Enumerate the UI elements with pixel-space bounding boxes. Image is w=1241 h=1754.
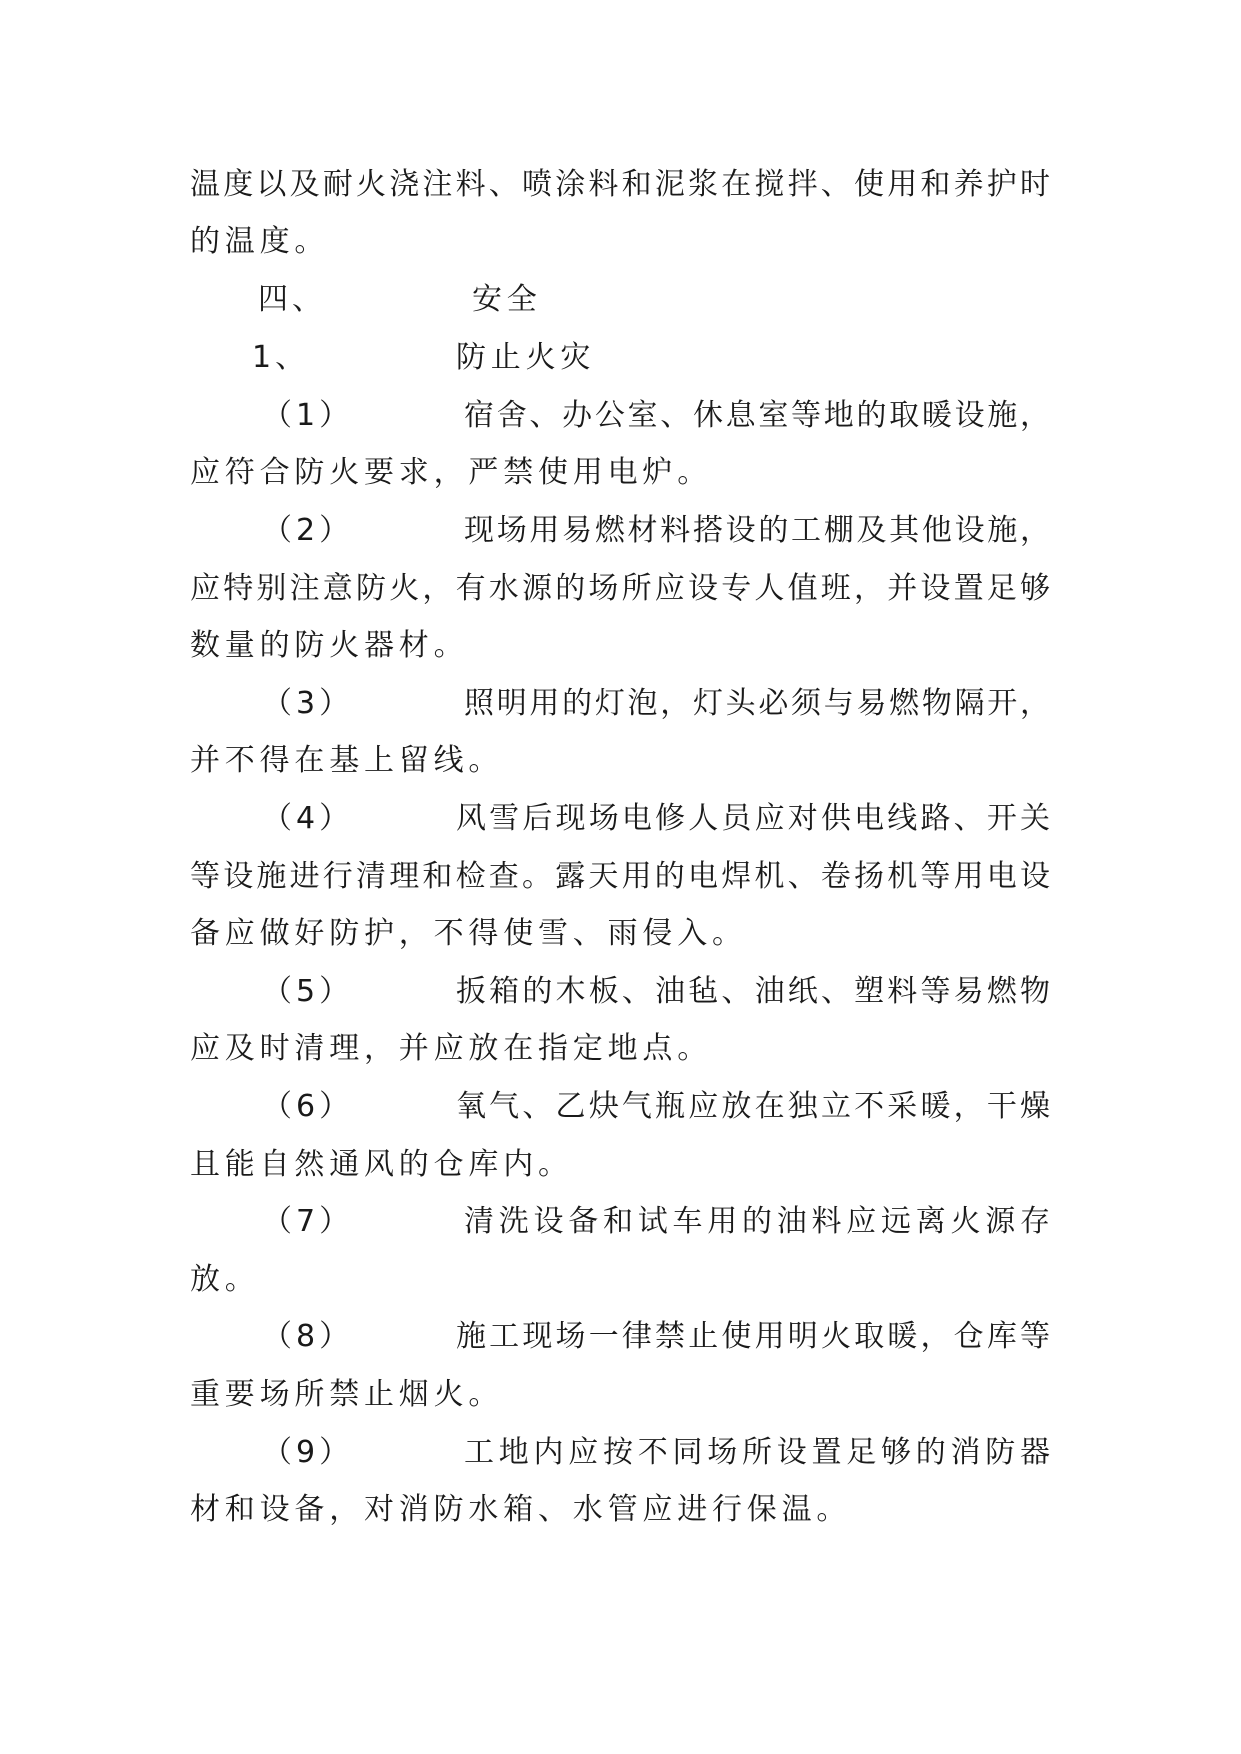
intro-line-1: 温度以及耐火浇注料、喷涂料和泥浆在搅拌、使用和养护时 [190, 167, 1050, 202]
item-first-line: 宿舍、办公室、休息室等地的取暖设施， [464, 398, 1050, 433]
item-continuation-line: 应符合防火要求，严禁使用电炉。 [190, 455, 712, 490]
item-number: （9） [262, 1435, 354, 1470]
item-number: （2） [262, 513, 354, 548]
item-continuation-line: 材和设备，对消防水箱、水管应进行保温。 [190, 1492, 852, 1527]
item-number: （7） [262, 1204, 354, 1239]
item-continuation-line: 放。 [190, 1262, 260, 1297]
item-first-line: 照明用的灯泡，灯头必须与易燃物隔开， [464, 686, 1050, 721]
item-number: （4） [262, 801, 354, 836]
item-number: （3） [262, 686, 354, 721]
item-continuation-line: 并不得在基上留线。 [190, 743, 504, 778]
item-number: （5） [262, 974, 354, 1009]
intro-line-2: 的温度。 [190, 224, 330, 259]
item-first-line: 扳箱的木板、油毡、油纸、塑料等易燃物 [456, 974, 1050, 1009]
item-continuation-line: 应特别注意防火，有水源的场所应设专人值班，并设置足够 [190, 571, 1050, 606]
item-first-line: 工地内应按不同场所设置足够的消防器 [464, 1435, 1050, 1470]
item-number: （1） [262, 398, 354, 433]
item-number: （6） [262, 1089, 354, 1124]
item-first-line: 氧气、乙炔气瓶应放在独立不采暖，干燥 [456, 1089, 1050, 1124]
item-continuation-line: 备应做好防护，不得使雪、雨侵入。 [190, 916, 747, 951]
item-number: （8） [262, 1319, 354, 1354]
item-continuation-line: 重要场所禁止烟火。 [190, 1377, 504, 1412]
section-title: 安全 [472, 282, 542, 317]
item-first-line: 清洗设备和试车用的油料应远离火源存 [464, 1204, 1050, 1239]
item-first-line: 施工现场一律禁止使用明火取暖，仓库等 [456, 1319, 1050, 1354]
item-first-line: 风雪后现场电修人员应对供电线路、开关 [456, 801, 1050, 836]
section-number: 四、 [258, 282, 326, 317]
item-continuation-line: 应及时清理，并应放在指定地点。 [190, 1031, 712, 1066]
item-continuation-line: 数量的防火器材。 [190, 628, 469, 663]
item-first-line: 现场用易燃材料搭设的工棚及其他设施， [464, 513, 1050, 548]
subsection-number: 1、 [252, 340, 310, 375]
item-continuation-line: 且能自然通风的仓库内。 [190, 1147, 573, 1182]
subsection-title: 防止火灾 [456, 340, 596, 375]
item-continuation-line: 等设施进行清理和检查。露天用的电焊机、卷扬机等用电设 [190, 859, 1050, 894]
